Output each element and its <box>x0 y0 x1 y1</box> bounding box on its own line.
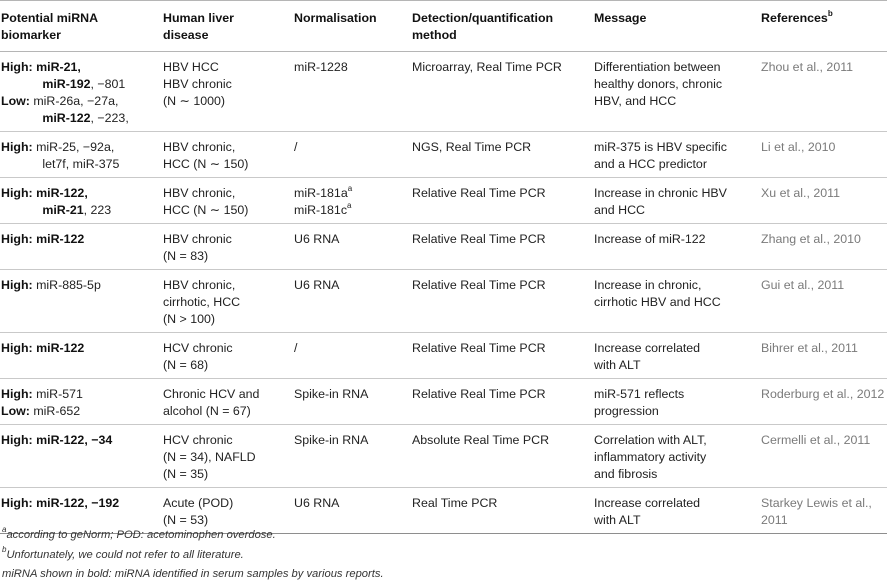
cell-message-line: and fibrosis <box>594 467 658 481</box>
normalisation-text: U6 RNA <box>294 232 340 246</box>
cell-method <box>406 333 588 379</box>
biomarker-bold-text: High: <box>1 140 37 154</box>
cell-normalisation-line <box>294 495 400 512</box>
cell-message-line: cirrhotic HBV and HCC <box>594 295 721 309</box>
cell-disease-line: HBV chronic <box>163 77 232 91</box>
normalisation-text: / <box>294 140 298 154</box>
footnote <box>2 526 384 546</box>
biomarker-text: , 223 <box>83 203 112 217</box>
header-line: method <box>412 28 457 42</box>
cell-message-line: with ALT <box>594 513 641 527</box>
cell-reference <box>755 178 887 224</box>
biomarker-line <box>1 185 151 202</box>
cell-disease-line: HCV chronic <box>163 433 233 447</box>
cell-biomarker <box>0 379 157 425</box>
cell-reference <box>755 488 887 534</box>
cell-message-line: Increase correlated <box>594 496 701 510</box>
cell-method-line: Real Time PCR <box>412 496 498 510</box>
cell-method-line: Microarray, Real Time PCR <box>412 60 562 74</box>
cell-normalisation-line <box>294 277 400 294</box>
cell-method <box>406 425 588 488</box>
cell-message-line: Increase in chronic, <box>594 278 702 292</box>
cell-disease <box>157 224 288 270</box>
biomarker-bold-text: High: <box>1 433 37 447</box>
cell-message-line: inflammatory activity <box>594 450 707 464</box>
cell-message-line: and HCC <box>594 203 645 217</box>
cell-reference-line: Gui et al., 2011 <box>761 278 845 292</box>
biomarker-bold-text: miR-192 <box>42 77 91 91</box>
cell-method-line: Relative Real Time PCR <box>412 278 546 292</box>
cell-disease-line: Chronic HCV and <box>163 387 260 401</box>
biomarker-bold-text: High: <box>1 60 37 74</box>
biomarker-bold-text: miR-122, −34 <box>36 433 113 447</box>
header-line: biomarker <box>1 28 61 42</box>
biomarker-bold-text: High: <box>1 341 37 355</box>
cell-normalisation-line <box>294 185 400 202</box>
cell-normalisation-line <box>294 202 400 219</box>
biomarker-text: , −223, <box>90 111 129 125</box>
cell-message <box>588 132 755 178</box>
cell-disease <box>157 52 288 132</box>
cell-method-line: NGS, Real Time PCR <box>412 140 532 154</box>
cell-disease-line: HBV chronic <box>163 232 232 246</box>
cell-message-line: progression <box>594 404 659 418</box>
header-line: Detection/quantification <box>412 11 554 25</box>
cell-disease <box>157 425 288 488</box>
cell-message-line: miR-375 is HBV specific <box>594 140 727 154</box>
cell-reference-line: Zhou et al., 2011 <box>761 60 854 74</box>
biomarker-bold-text: miR-122 <box>36 341 85 355</box>
cell-reference <box>755 333 887 379</box>
header-method <box>406 1 588 52</box>
biomarker-bold-text: Low: <box>1 94 34 108</box>
cell-disease-line: cirrhotic, HCC <box>163 295 241 309</box>
cell-message-line: HBV, and HCC <box>594 94 677 108</box>
cell-biomarker <box>0 178 157 224</box>
biomarker-line <box>1 139 151 156</box>
table-row <box>0 270 887 333</box>
biomarker-text: miR-571 <box>36 387 83 401</box>
header-message <box>588 1 755 52</box>
cell-disease-line: (N ∼ 1000) <box>163 94 226 108</box>
biomarker-line <box>1 231 151 248</box>
normalisation-text: miR-181a <box>294 186 348 200</box>
cell-disease-line: HBV chronic, <box>163 186 236 200</box>
cell-message <box>588 178 755 224</box>
cell-reference <box>755 425 887 488</box>
biomarker-text: miR-25, −92a, <box>36 140 115 154</box>
header-line: Potential miRNA <box>1 11 99 25</box>
cell-disease <box>157 333 288 379</box>
cell-normalisation <box>288 379 406 425</box>
cell-message-line: Increase in chronic HBV <box>594 186 727 200</box>
cell-reference-line: Bihrer et al., 2011 <box>761 341 858 355</box>
header-biomarker <box>0 1 157 52</box>
biomarker-line <box>1 403 151 420</box>
biomarker-bold-text: miR-122, <box>36 186 88 200</box>
cell-method-line: Absolute Real Time PCR <box>412 433 550 447</box>
table-row <box>0 224 887 270</box>
cell-message <box>588 333 755 379</box>
cell-message-line: Correlation with ALT, <box>594 433 707 447</box>
cell-method-line: Relative Real Time PCR <box>412 232 546 246</box>
cell-biomarker <box>0 270 157 333</box>
cell-message <box>588 379 755 425</box>
biomarker-line <box>1 59 151 76</box>
footnote-text: according to geNorm; POD: acetominophen overdose. <box>6 529 276 541</box>
cell-normalisation-line <box>294 386 400 403</box>
cell-disease-line: HBV chronic, <box>163 140 236 154</box>
cell-normalisation-line <box>294 340 400 357</box>
cell-disease-line: HCV chronic <box>163 341 233 355</box>
biomarker-text <box>1 203 42 217</box>
cell-biomarker <box>0 333 157 379</box>
biomarker-line <box>1 386 151 403</box>
cell-disease-line: (N = 34), NAFLD <box>163 450 256 464</box>
cell-method <box>406 178 588 224</box>
header-normalisation <box>288 1 406 52</box>
cell-disease <box>157 270 288 333</box>
cell-disease <box>157 132 288 178</box>
cell-biomarker <box>0 425 157 488</box>
cell-reference-line: Cermelli et al., 2011 <box>761 433 871 447</box>
biomarker-line <box>1 202 151 219</box>
cell-normalisation <box>288 270 406 333</box>
footnote-mark: b <box>2 544 7 554</box>
cell-reference <box>755 270 887 333</box>
cell-disease-line: (N = 35) <box>163 467 209 481</box>
biomarker-bold-text: High: <box>1 232 37 246</box>
biomarker-line <box>1 432 151 449</box>
cell-biomarker <box>0 224 157 270</box>
cell-biomarker <box>0 52 157 132</box>
cell-reference-line: 2011 <box>761 513 788 527</box>
cell-message-line: with ALT <box>594 358 641 372</box>
cell-reference <box>755 132 887 178</box>
cell-normalisation <box>288 333 406 379</box>
biomarker-bold-text: miR-21 <box>42 203 84 217</box>
biomarker-bold-text: miR-122 <box>42 111 91 125</box>
biomarker-text <box>1 77 42 91</box>
normalisation-text: miR-1228 <box>294 60 348 74</box>
footnote-mark-a: a <box>347 183 353 193</box>
header-line: disease <box>163 28 209 42</box>
biomarker-bold-text: miR-122, −192 <box>36 496 120 510</box>
biomarker-line <box>1 495 151 512</box>
biomarker-line <box>1 156 151 173</box>
table-footnotes <box>2 526 384 585</box>
cell-normalisation <box>288 52 406 132</box>
normalisation-text: U6 RNA <box>294 278 340 292</box>
footnote-mark: a <box>2 525 7 535</box>
footnote <box>2 546 384 566</box>
normalisation-text: Spike-in RNA <box>294 433 369 447</box>
cell-method-line: Relative Real Time PCR <box>412 341 546 355</box>
normalisation-text: miR-181c <box>294 203 348 217</box>
cell-message-line: Increase of miR-122 <box>594 232 706 246</box>
cell-disease-line: (N = 53) <box>163 513 209 527</box>
cell-reference <box>755 224 887 270</box>
cell-message-line: miR-571 reflects <box>594 387 685 401</box>
cell-disease-line: alcohol (N = 67) <box>163 404 251 418</box>
biomarker-line <box>1 93 151 110</box>
cell-reference <box>755 52 887 132</box>
cell-disease-line: (N > 100) <box>163 312 215 326</box>
biomarker-bold-text: High: <box>1 496 37 510</box>
biomarker-bold-text: High: <box>1 278 37 292</box>
table-row <box>0 379 887 425</box>
biomarker-text: miR-885-5p <box>36 278 101 292</box>
cell-message-line: and a HCC predictor <box>594 157 707 171</box>
cell-message-line: healthy donors, chronic <box>594 77 723 91</box>
normalisation-text: / <box>294 341 298 355</box>
footnote <box>2 565 384 585</box>
cell-message <box>588 224 755 270</box>
cell-biomarker <box>0 132 157 178</box>
biomarker-line <box>1 277 151 294</box>
cell-message <box>588 52 755 132</box>
footnote-text: Unfortunately, we could not refer to all literature. <box>6 548 244 561</box>
cell-method <box>406 379 588 425</box>
cell-normalisation-line <box>294 139 400 156</box>
biomarker-bold-text: miR-122 <box>36 232 85 246</box>
cell-message-line: Increase correlated <box>594 341 701 355</box>
header-references <box>755 1 887 52</box>
cell-reference-line: Starkey Lewis et al., <box>761 496 872 510</box>
header-disease <box>157 1 288 52</box>
biomarker-text: , −801 <box>90 77 126 91</box>
cell-normalisation-line <box>294 231 400 248</box>
cell-method <box>406 488 588 534</box>
table-row <box>0 333 887 379</box>
cell-reference-line: Roderburg et al., 2012 <box>761 387 885 401</box>
cell-message <box>588 488 755 534</box>
normalisation-text: Spike-in RNA <box>294 387 369 401</box>
cell-disease <box>157 178 288 224</box>
cell-normalisation <box>288 224 406 270</box>
table-row <box>0 52 887 132</box>
biomarker-line <box>1 110 151 127</box>
cell-method <box>406 132 588 178</box>
cell-normalisation-line <box>294 59 400 76</box>
cell-disease <box>157 379 288 425</box>
biomarker-text <box>1 111 42 125</box>
cell-method <box>406 270 588 333</box>
normalisation-text: U6 RNA <box>294 496 340 510</box>
cell-reference-line: Xu et al., 2011 <box>761 186 840 200</box>
table-header-row <box>0 1 887 52</box>
biomarker-bold-text: High: <box>1 387 37 401</box>
cell-message-line: Differentiation between <box>594 60 721 74</box>
footnote-mark-a: a <box>347 200 352 210</box>
biomarker-text: miR-652 <box>33 404 81 418</box>
header-line: Human liver <box>163 11 234 25</box>
cell-disease-line: (N = 68) <box>163 358 209 372</box>
cell-disease-line: HBV HCC <box>163 60 219 74</box>
biomarker-bold-text: Low: <box>1 404 34 418</box>
table-row <box>0 178 887 224</box>
table-row <box>0 132 887 178</box>
biomarker-line <box>1 76 151 93</box>
footnote-text: miRNA shown in bold: miRNA identified in serum samples by various reports. <box>2 568 384 580</box>
biomarker-bold-text: miR-21, <box>36 60 81 74</box>
cell-normalisation <box>288 425 406 488</box>
cell-disease-line: HBV chronic, <box>163 278 236 292</box>
cell-disease-line: Acute (POD) <box>163 496 234 510</box>
cell-disease-line: (N = 83) <box>163 249 209 263</box>
biomarker-line <box>1 340 151 357</box>
cell-reference <box>755 379 887 425</box>
cell-method <box>406 52 588 132</box>
header-references-label: References <box>761 11 828 25</box>
cell-disease-line: HCC (N ∼ 150) <box>163 157 249 171</box>
cell-reference-line: Zhang et al., 2010 <box>761 232 861 246</box>
header-line: Message <box>594 11 647 25</box>
footnote-mark-b: b <box>827 8 833 18</box>
header-line: Normalisation <box>294 11 377 25</box>
cell-normalisation-line <box>294 432 400 449</box>
cell-method <box>406 224 588 270</box>
biomarker-text <box>1 157 42 171</box>
biomarker-bold-text: High: <box>1 186 37 200</box>
cell-message <box>588 425 755 488</box>
cell-reference-line: Li et al., 2010 <box>761 140 836 154</box>
biomarker-text: let7f, miR-375 <box>42 157 120 171</box>
cell-disease-line: HCC (N ∼ 150) <box>163 203 249 217</box>
cell-normalisation <box>288 132 406 178</box>
cell-message <box>588 270 755 333</box>
table-body <box>0 52 887 534</box>
table-row <box>0 425 887 488</box>
biomarker-text: miR-26a, −27a, <box>33 94 119 108</box>
cell-method-line: Relative Real Time PCR <box>412 186 546 200</box>
cell-method-line: Relative Real Time PCR <box>412 387 546 401</box>
cell-normalisation <box>288 178 406 224</box>
